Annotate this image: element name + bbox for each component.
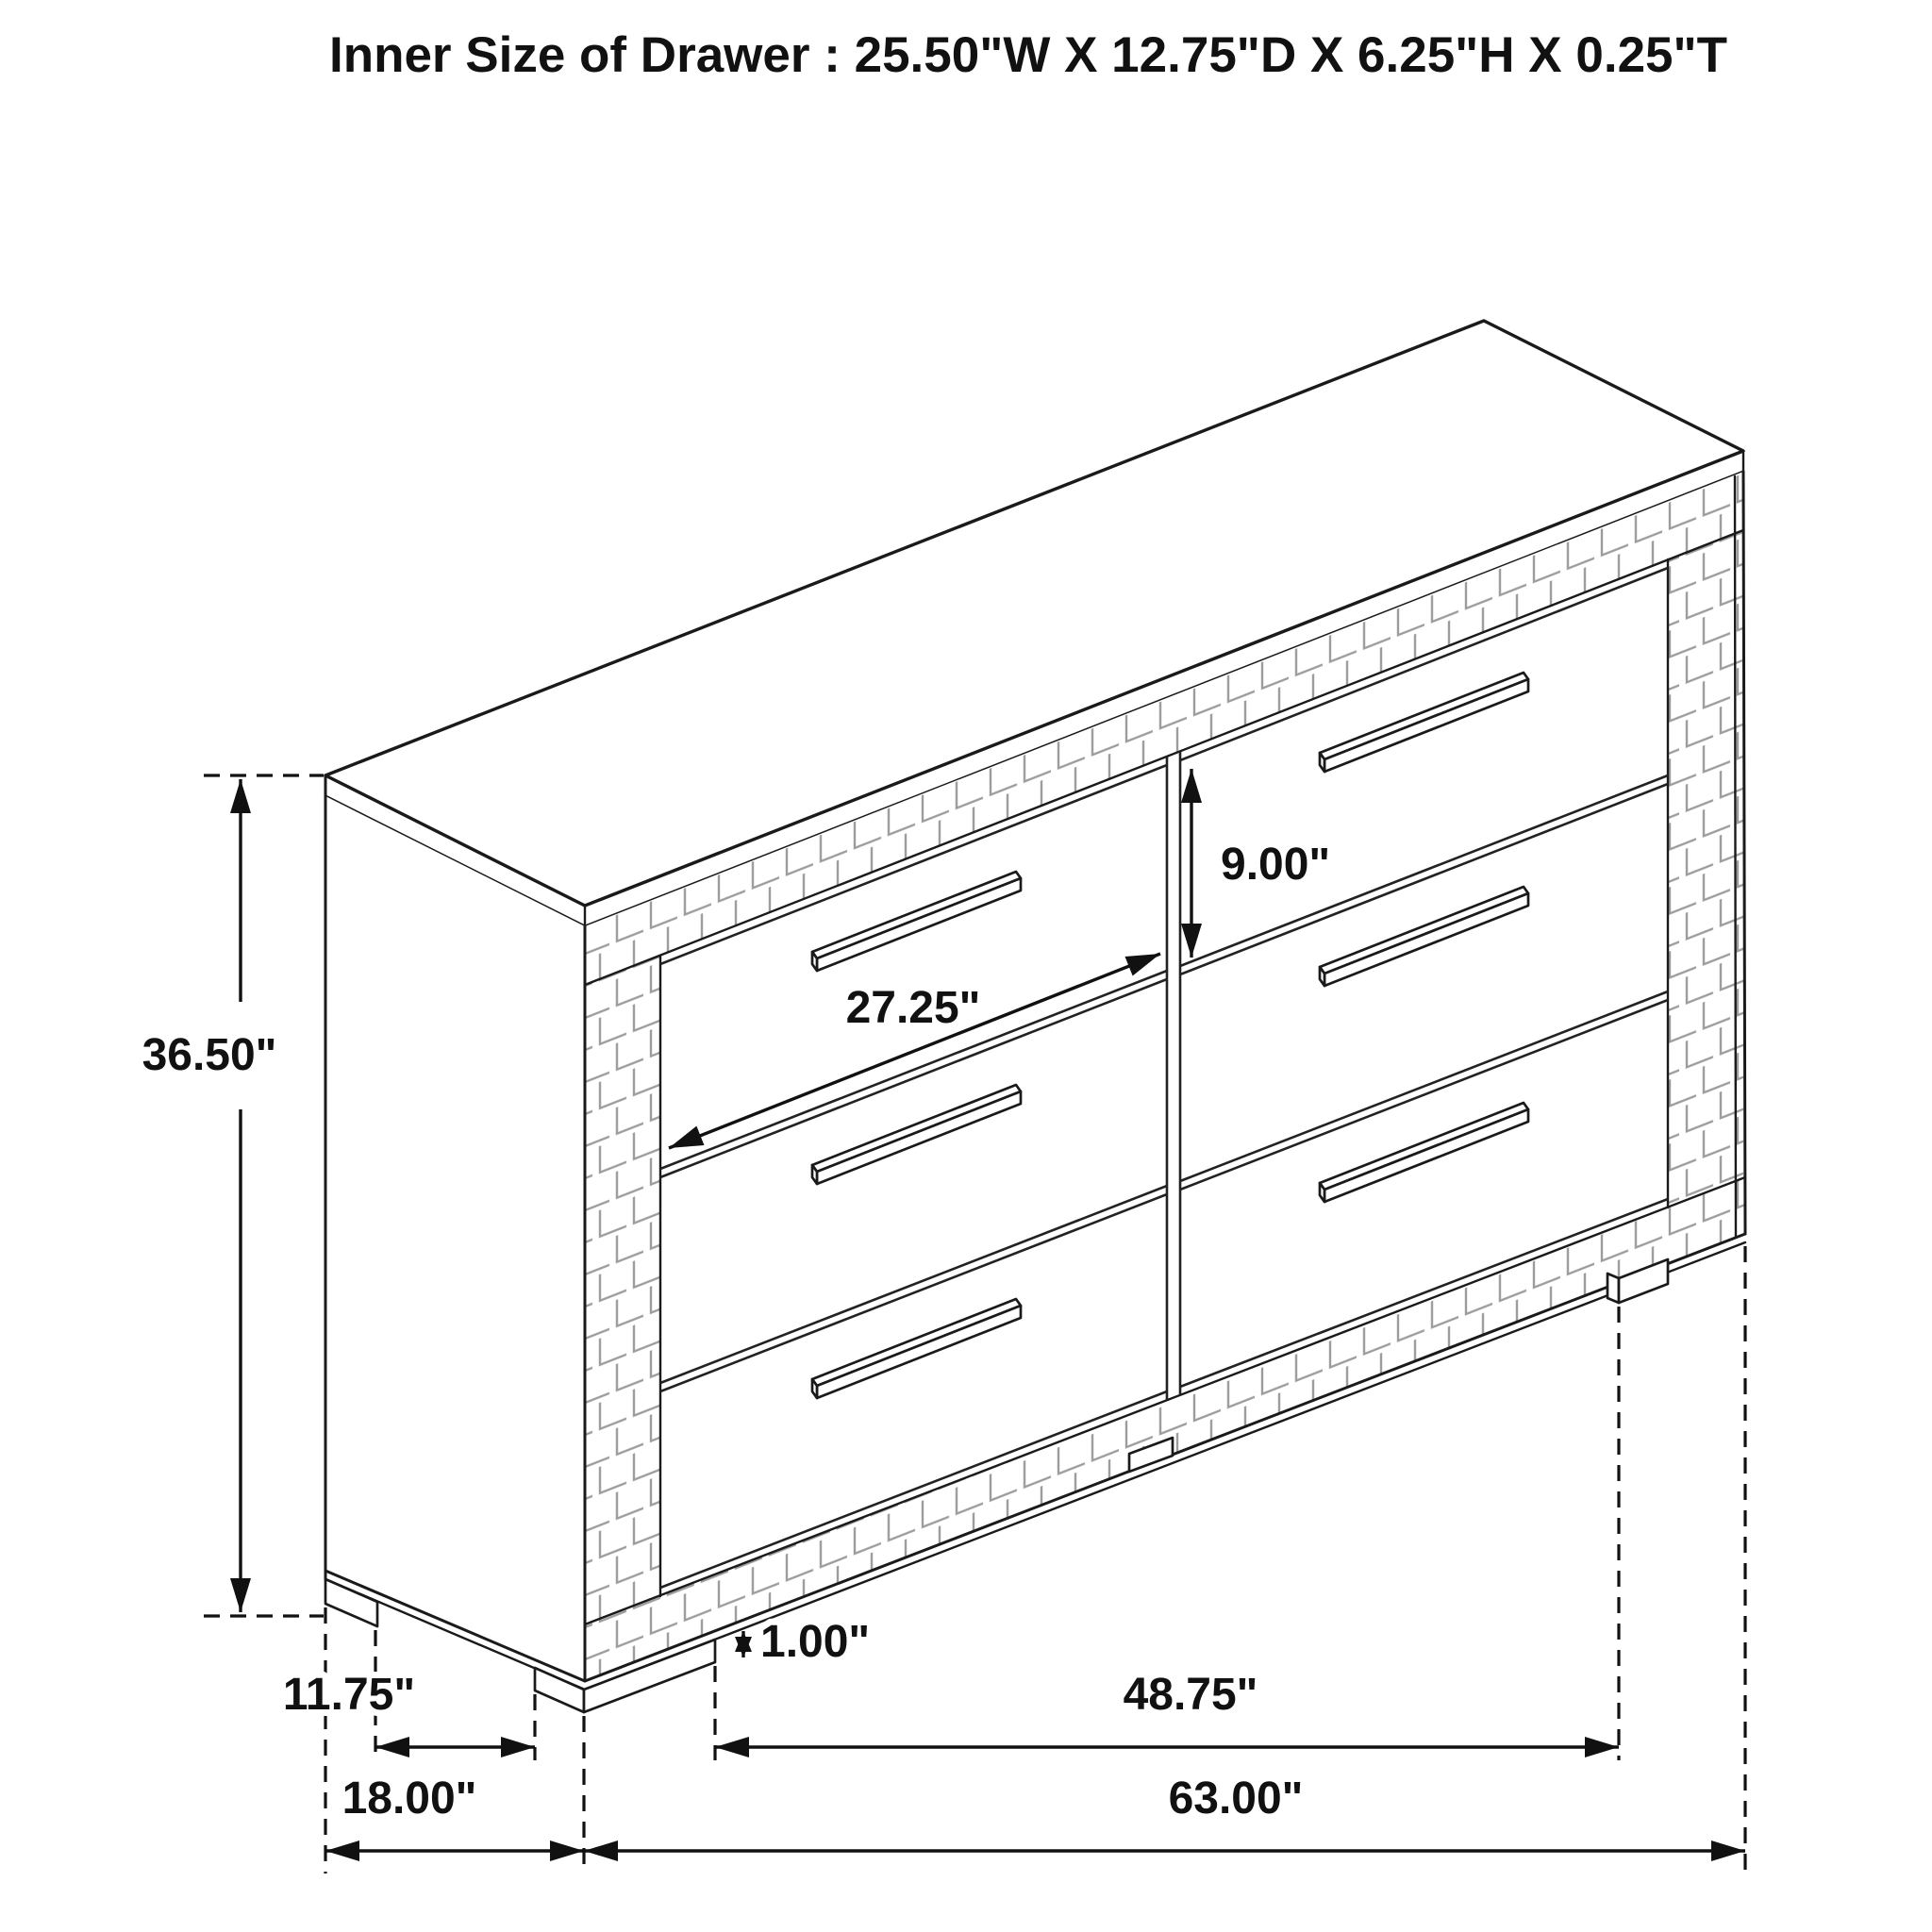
right-front-edge — [1743, 472, 1745, 1234]
dim-side-foot-span — [283, 1670, 535, 1747]
dim-front-foot-span — [715, 1670, 1619, 1747]
dim-label-base-clearance: 1.00" — [760, 1617, 871, 1667]
checker-band-right — [1668, 530, 1743, 1208]
dim-base-clearance — [743, 1617, 870, 1667]
dim-label-overall-width: 63.00" — [1168, 1774, 1304, 1824]
dim-overall-width — [584, 1774, 1745, 1851]
dim-label-drawer-height: 9.00" — [1221, 840, 1331, 890]
diagram-title: Inner Size of Drawer : 25.50"W X 12.75"D X 6.25"H X 0.25"T — [328, 27, 1728, 83]
dim-overall-depth — [325, 1774, 584, 1851]
dim-label-front-foot-span: 48.75" — [1123, 1670, 1258, 1720]
dim-label-drawer-width: 27.25" — [845, 983, 981, 1033]
dim-label-overall-height: 36.50" — [142, 1030, 277, 1080]
dresser-body — [325, 321, 1745, 1712]
foot-front-right-side-face — [1607, 1274, 1619, 1303]
checker-band-left — [585, 956, 660, 1624]
dim-label-side-foot-span: 11.75" — [282, 1670, 416, 1720]
right-front-edge-inner — [1735, 476, 1736, 1237]
dim-label-overall-depth: 18.00" — [341, 1774, 477, 1824]
side-panel-left — [325, 796, 585, 1681]
dim-overall-height — [142, 779, 277, 1612]
